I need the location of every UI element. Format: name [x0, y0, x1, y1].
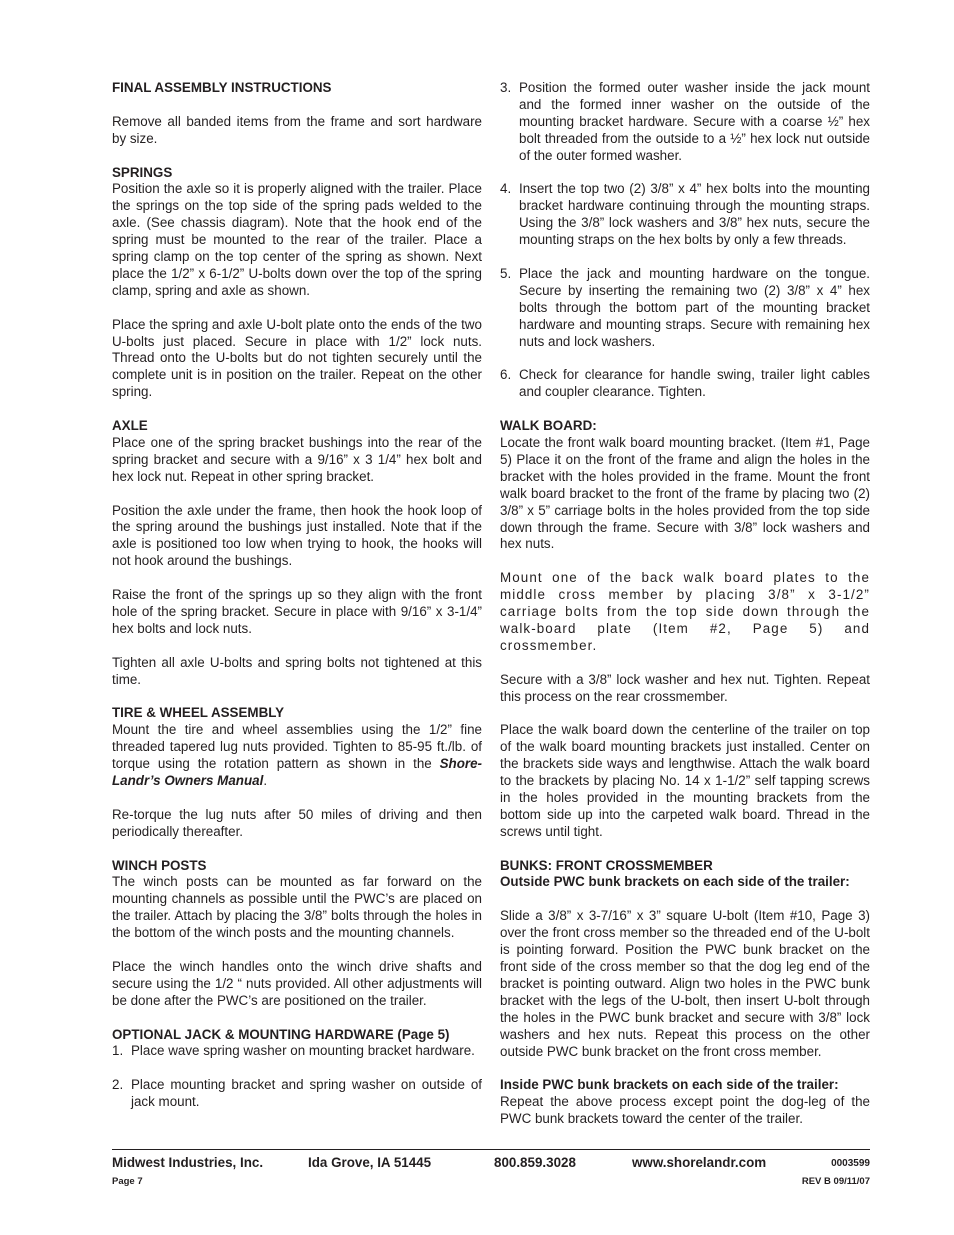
heading-winch-posts: WINCH POSTS [112, 857, 207, 873]
list-item-number: 3. [500, 80, 512, 95]
list-item-text: Place the jack and mounting hardware on the tongue. Secure by inserting the remaining two (2) 3/8” x 4” hex bolts through the bottom part of the mounting bracket hardware and mounting straps. Secure with remaining hex nuts and lock washers. [519, 265, 870, 349]
paragraph-bunks-1: Slide a 3/8” x 3-7/16” x 3” square U-bolt (Item #10, Page 3) over the front cross member so the threaded end of the U-bolt is pointing forward. Position the PWC bunk bracket on the front side of the cross member so that the dog leg end of the bracket is pointing outward. Align two holes in the PWC bunk bracket with the legs of the U-bolt, then insert U-bolt through the holes in the PWC bunk bracket and secure with 3/8” lock washers and hex nuts. Repeat this process on the other outside PWC bunk bracket on the front cross member. [500, 908, 870, 1059]
list-item-number: 4. [500, 181, 512, 197]
owners-manual-title: Shore-Landr’s Owners Manual [112, 756, 482, 789]
list-item [112, 1043, 482, 1060]
paragraph-walk-2: Mount one of the back walk board plates to the middle cross member by placing 3/8” x 3-1/2” carriage bolts from the top side down through the walk-board plate (Item #2, Page 5) and crossmember. [500, 570, 870, 653]
paragraph-axle-2: Position the axle under the frame, then hook the hook loop of the spring around the bushings just installed. Note that if the axle is positioned too low when trying to hook, the hooks will not hook around the bushings. [112, 502, 482, 569]
list-item-text: Place mounting bracket and spring washer on outside of jack mount. [131, 1077, 482, 1110]
paragraph-tire-1 [112, 722, 482, 790]
paragraph-springs-2: Place the spring and axle U-bolt plate onto the ends of the two U-bolts just placed. Secure in place with 1/2” lock nuts. Thread onto the U-bolts but do not tighten securely until the complete unit is in position on the trailer. Repeat on the other spring. [112, 316, 482, 400]
paragraph-winch-1: The winch posts can be mounted as far forward on the mounting channels as possible until the PWC’s are placed on the trailer. Attach by placing the 3/8” bolts through the holes in the bottom of the winch posts and the mounting channels. [112, 874, 482, 941]
list-item-number: 5. [500, 265, 512, 281]
footer-website: www.shorelandr.com [632, 1155, 767, 1170]
paragraph-winch-2: Place the winch handles onto the winch drive shafts and secure using the 1/2 “ nuts provided. All other adjustments will be done after the PWC’s are positioned on the trailer. [112, 958, 482, 1008]
list-item [500, 266, 870, 351]
footer-city: Ida Grove, IA 51445 [308, 1155, 432, 1170]
list-item-number: 2. [112, 1077, 124, 1093]
footer-company: Midwest Industries, Inc. [112, 1155, 264, 1170]
list-item [500, 80, 870, 165]
heading-bunks-front-crossmember: BUNKS: FRONT CROSSMEMBER [500, 857, 713, 873]
list-item-text: Place wave spring washer on mounting bracket hardware. [131, 1043, 475, 1059]
heading-springs: SPRINGS [112, 164, 173, 180]
list-item-number: 1. [112, 1043, 124, 1059]
paragraph-tire-2: Re-torque the lug nuts after 50 miles of driving and then periodically thereafter. [112, 806, 482, 839]
list-item-text: Insert the top two (2) 3/8” x 4” hex bolts into the mounting bracket hardware continuing through the mounting straps. Using the 3/8” lock washers and 3/8” hex nuts, secure the mounting straps on the hex bolts by only a few threads. [519, 181, 870, 248]
footer-page-number: Page 7 [112, 1176, 143, 1187]
list-item-number: 6. [500, 367, 512, 383]
footer-phone: 800.859.3028 [494, 1155, 576, 1170]
paragraph-axle-1: Place one of the spring bracket bushings into the rear of the spring bracket and secure with a 9/16” x 3 1/4” hex bolt and hex lock nut. Repeat in other spring bracket. [112, 434, 482, 484]
subheading-inside-bunk-brackets: Inside PWC bunk brackets on each side of the trailer: [500, 1077, 839, 1093]
list-item [500, 181, 870, 249]
footer-doc-number: 0003599 [831, 1158, 870, 1169]
heading-axle: AXLE [112, 418, 148, 434]
paragraph-axle-3: Raise the front of the springs up so they align with the front hole of the spring bracket. Secure in place with 9/16” x 3-1/4” hex bolts and lock nuts. [112, 587, 482, 636]
paragraph-walk-1: Locate the front walk board mounting bracket. (Item #1, Page 5) Place it on the front of the frame and align the holes in the bracket with the holes provided in the frame. Mount the front walk board bracket to the front of the frame by placing two (2) 3/8” x 5” carriage bolts in the holes provided from the top side down through the frame. Secure with 3/8” lock washers and hex nuts. [500, 434, 870, 552]
paragraph-walk-3: Secure with a 3/8” lock washer and hex nut. Tighten. Repeat this process on the rear crossmember. [500, 671, 870, 704]
paragraph-axle-4: Tighten all axle U-bolts and spring bolts not tightened at this time. [112, 654, 482, 687]
footer-divider [112, 1149, 870, 1150]
heading-walk-board: WALK BOARD: [500, 418, 597, 434]
left-column [112, 80, 482, 1111]
paragraph-springs-1: Position the axle so it is properly aligned with the trailer. Place the springs on the top side of the spring pads welded to the axle. (See chassis diagram). Note that the hook end of the spring must be mounted to the rear of the trailer. Place a spring clamp on the top center of the spring as shown. Next place the 1/2” x 6-1/2” U-bolts down over the top of the spring clamp, spring and axle as shown. [112, 181, 482, 298]
list-item-text: Check for clearance for handle swing, trailer light cables and coupler clearance. Tighten. [519, 367, 870, 400]
footer-revision: REV B 09/11/07 [801, 1176, 870, 1187]
tire-text-end: . [263, 773, 268, 789]
heading-optional-jack: OPTIONAL JACK & MOUNTING HARDWARE (Page 5) [112, 1026, 450, 1042]
paragraph-final-assembly: Remove all banded items from the frame and sort hardware by size. [112, 113, 482, 146]
right-column [500, 80, 870, 1128]
list-item [500, 367, 870, 401]
heading-tire-wheel: TIRE & WHEEL ASSEMBLY [112, 705, 285, 721]
paragraph-bunks-2: Repeat the above process except point the dog-leg of the PWC bunk brackets toward the center of the trailer. [500, 1094, 870, 1127]
list-item-text: Position the formed outer washer inside the jack mount and the formed inner washer on the outside of the mounting bracket hardware. Secure with a coarse ½” hex bolt threaded from the outside to a ½” hex lock nut outside of the outer formed washer. [519, 80, 870, 163]
tire-text: Mount the tire and wheel assemblies using the 1/2” fine threaded tapered lug nuts provided. Tighten to 85-95 ft./lb. of torque using the rotation pattern as shown in the [112, 722, 482, 772]
list-item [112, 1077, 482, 1111]
paragraph-walk-4: Place the walk board down the centerline of the trailer on top of the walk board mounting brackets just installed. Center on the brackets side ways and lengthwise. Attach the walk board to the brackets by placing No. 14 x 1-1/2” self tapping screws in the holes provided in the mounting brackets from the bottom side up into the carpeted walk board. Thread in the screws until tight. [500, 722, 870, 839]
subheading-outside-bunk-brackets: Outside PWC bunk brackets on each side of the trailer: [500, 874, 850, 890]
heading-final-assembly: FINAL ASSEMBLY INSTRUCTIONS [112, 80, 332, 95]
